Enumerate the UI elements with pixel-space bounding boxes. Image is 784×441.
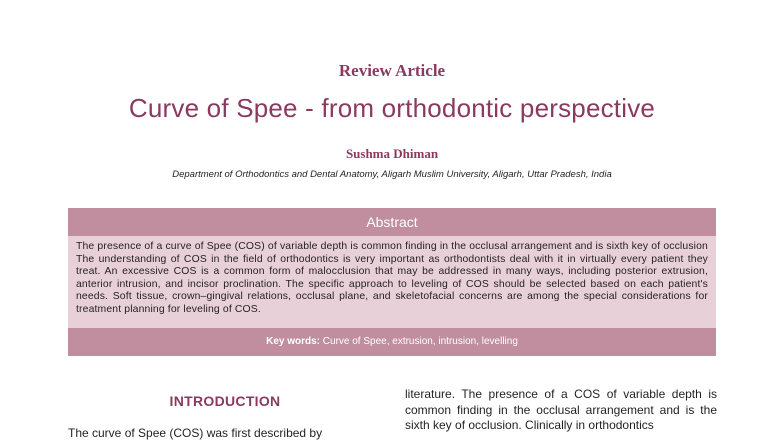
abstract-heading: Abstract <box>68 208 716 236</box>
body-text-left-column: The curve of Spee (COS) was first described by <box>68 426 323 440</box>
author-name: Sushma Dhiman <box>345 146 439 161</box>
article-title: Curve of Spee - from orthodontic perspective <box>128 93 656 123</box>
abstract-text: The presence of a curve of Spee (COS) of variable depth is common finding in the occlusal arrangement and is sixth key of occlusion The understanding of COS in the field of orthodontics is very important as orthodontists deal with it in virtually every patient they treat. An excessive COS is a common form of malocclusion that may be addressed in many ways, including posterior extrusion, anterior intrusion, and incisor proclination. The specific approach to leveling of COS should be selected based on each patient's needs. Soft tissue, crown–gingival relations, occlusal plane, and skeletofacial concerns are among the special considerations for treatment planning for leveling of COS. <box>76 241 708 315</box>
keywords-bar <box>68 328 716 356</box>
section-heading-introduction: INTRODUCTION <box>169 393 281 409</box>
article-type: Review Article <box>338 61 446 80</box>
keywords-list: Curve of Spee, extrusion, intrusion, levelling <box>322 336 518 347</box>
author-affiliation: Department of Orthodontics and Dental Anatomy, Aligarh Muslim University, Aligarh, Uttar Pradesh, India <box>172 169 612 180</box>
keywords-label: Key words: <box>266 336 320 347</box>
body-text-right-column: literature. The presence of a COS of variable depth is common finding in the occlusal arrangement and is the sixth key of occlusion. Clinically in orthodontics <box>405 387 717 432</box>
abstract-box <box>68 208 716 356</box>
